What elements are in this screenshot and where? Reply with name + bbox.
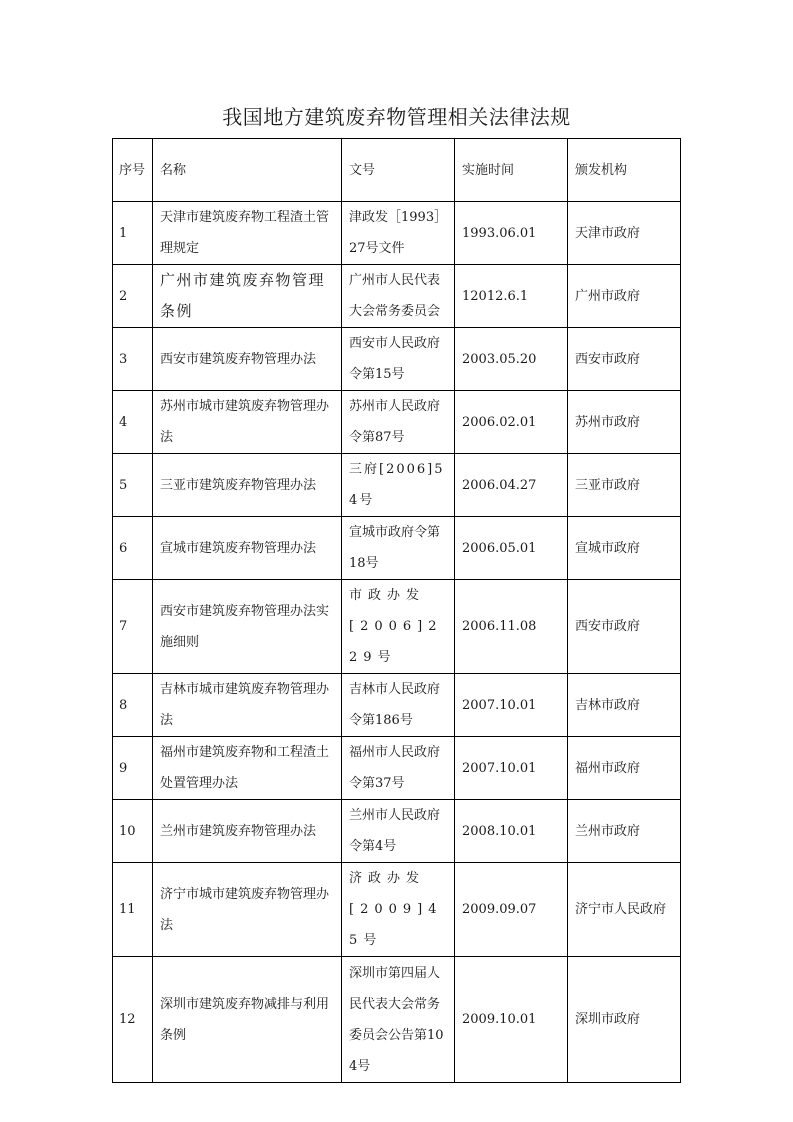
row-doc: 三府[2006]54号 [342,454,455,517]
row-num: 7 [113,580,153,674]
row-org: 西安市政府 [568,580,681,674]
row-doc: 兰州市人民政府令第4号 [342,800,455,863]
table-row [113,391,681,454]
row-date: 2009.10.01 [455,957,568,1083]
row-date: 2006.04.27 [455,454,568,517]
header-num: 序号 [113,139,153,202]
table-row [113,328,681,391]
row-doc: 深圳市第四届人民代表大会常务委员会公告第104号 [342,957,455,1083]
row-num: 8 [113,674,153,737]
row-org: 深圳市政府 [568,957,681,1083]
row-date: 2006.05.01 [455,517,568,580]
table-row [113,580,681,674]
row-date: 2003.05.20 [455,328,568,391]
row-name: 广州市建筑废弃物管理条例 [153,265,342,328]
table-row [113,202,681,265]
row-org: 苏州市政府 [568,391,681,454]
row-org: 济宁市人民政府 [568,863,681,957]
row-doc: 苏州市人民政府令第87号 [342,391,455,454]
row-doc: 济政办发[2009]45号 [342,863,455,957]
row-date: 12012.6.1 [455,265,568,328]
table-row [113,957,681,1083]
row-doc: 福州市人民政府令第37号 [342,737,455,800]
row-org: 广州市政府 [568,265,681,328]
table-row [113,800,681,863]
row-doc: 广州市人民代表大会常务委员会 [342,265,455,328]
table-row [113,517,681,580]
row-name: 西安市建筑废弃物管理办法实施细则 [153,580,342,674]
row-org: 三亚市政府 [568,454,681,517]
row-num: 10 [113,800,153,863]
row-org: 天津市政府 [568,202,681,265]
row-num: 9 [113,737,153,800]
row-org: 兰州市政府 [568,800,681,863]
row-doc: 西安市人民政府令第15号 [342,328,455,391]
row-org: 西安市政府 [568,328,681,391]
row-doc: 津政发［1993］27号文件 [342,202,455,265]
table-header-row [113,139,681,202]
row-name: 福州市建筑废弃物和工程渣土处置管理办法 [153,737,342,800]
row-date: 2009.09.07 [455,863,568,957]
row-num: 6 [113,517,153,580]
row-name: 济宁市城市建筑废弃物管理办法 [153,863,342,957]
table-row [113,737,681,800]
row-org: 吉林市政府 [568,674,681,737]
row-num: 12 [113,957,153,1083]
row-date: 1993.06.01 [455,202,568,265]
row-name: 苏州市城市建筑废弃物管理办法 [153,391,342,454]
row-num: 11 [113,863,153,957]
row-doc: 市政办发[2006]229号 [342,580,455,674]
row-num: 1 [113,202,153,265]
header-date: 实施时间 [455,139,568,202]
row-doc: 宣城市政府令第18号 [342,517,455,580]
header-name: 名称 [153,139,342,202]
row-org: 福州市政府 [568,737,681,800]
table-row [113,674,681,737]
table-row [113,454,681,517]
row-date: 2007.10.01 [455,674,568,737]
row-num: 4 [113,391,153,454]
row-name: 兰州市建筑废弃物管理办法 [153,800,342,863]
table-row [113,265,681,328]
row-date: 2008.10.01 [455,800,568,863]
row-num: 5 [113,454,153,517]
table-row [113,863,681,957]
document-title: 我国地方建筑废弃物管理相关法律法规 [222,105,571,129]
row-num: 3 [113,328,153,391]
row-doc: 吉林市人民政府令第186号 [342,674,455,737]
header-org: 颁发机构 [568,139,681,202]
row-name: 深圳市建筑废弃物减排与利用条例 [153,957,342,1083]
row-name: 三亚市建筑废弃物管理办法 [153,454,342,517]
row-name: 吉林市城市建筑废弃物管理办法 [153,674,342,737]
row-date: 2007.10.01 [455,737,568,800]
row-date: 2006.02.01 [455,391,568,454]
row-date: 2006.11.08 [455,580,568,674]
row-name: 西安市建筑废弃物管理办法 [153,328,342,391]
row-name: 天津市建筑废弃物工程渣土管理规定 [153,202,342,265]
row-name: 宣城市建筑废弃物管理办法 [153,517,342,580]
row-org: 宣城市政府 [568,517,681,580]
row-num: 2 [113,265,153,328]
regulations-table [112,138,681,1083]
header-doc: 文号 [342,139,455,202]
